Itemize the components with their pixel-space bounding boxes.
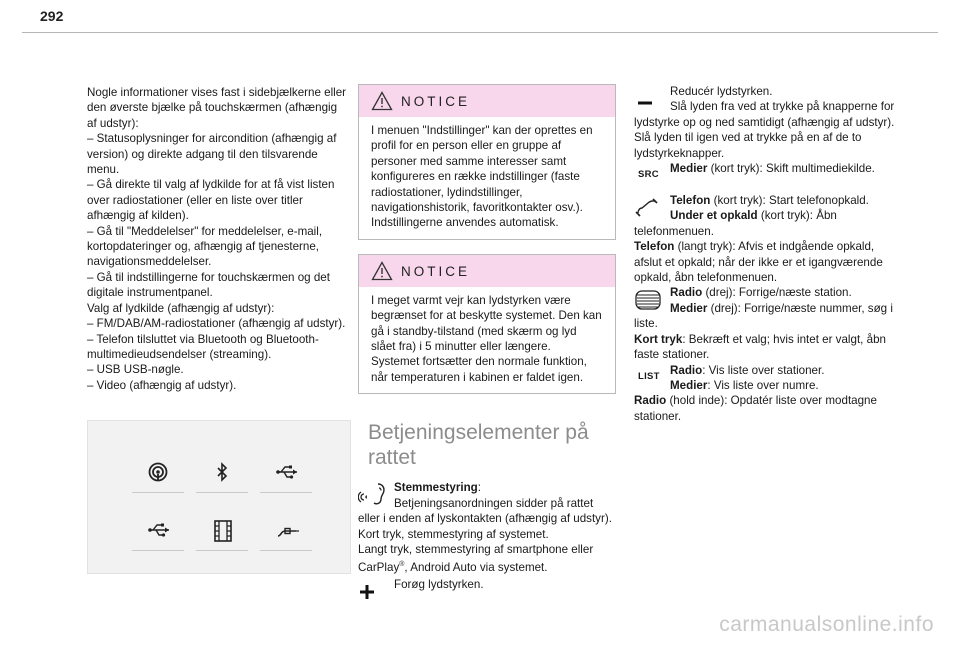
thumbwheel-text: (drej): Forrige/næste station. [702, 286, 852, 300]
notice-body [359, 287, 615, 393]
thumbwheel-text: : Bekræft et valg; hvis intet er valgt, åbn faste stationer. [634, 332, 886, 362]
list-item: – Video (afhængig af udstyr). [87, 378, 237, 392]
plus-icon [358, 577, 392, 603]
page-number: 292 [40, 8, 64, 24]
column-right [634, 84, 896, 424]
notice-text: Systemet fortsætter den normale funktion, når temperaturen i kabinen er faldet igen. [371, 355, 587, 384]
list-label: Radio [670, 363, 703, 377]
voice-control-item: Stemmestyring: Betjeningsanordningen sidder på rattet eller i enden af lyskontakten (afhængig af udstyr). Kort tryk, stemmestyring af systemet. Langt tryk, stemmestyring af smartphone eller CarPlay®, Android Auto via systemet. [358, 481, 612, 575]
list-item: – Gå til "Meddelelser" for meddelelser, e-mail, kortopdateringer og, afhængig af tjenesterne, navigationsmeddelelser. [87, 224, 323, 269]
list-text: : Vis liste over numre. [707, 378, 819, 392]
usb-icon [132, 511, 184, 551]
phone-text: (langt tryk): Afvis et indgående opkald, afslut et opkald; når der ikke er et igangværende opkald, åbn telefonmenuen. [634, 240, 883, 285]
thumbwheel-text: (drej): Forrige/næste nummer, søg i liste. [634, 301, 893, 331]
src-text: (kort tryk): Skift multimediekilde. [707, 162, 875, 176]
list-text: (hold inde): Opdatér liste over modtagne stationer. [634, 394, 877, 423]
column-left [87, 85, 349, 393]
list-item: – FM/DAB/AM-radiostationer (afhængig af udstyr). [87, 317, 346, 331]
volume-down-text: Slå lyden til igen ved at trykke på en af de to lydstyrkeknapper. [634, 131, 862, 160]
volume-down-text: Slå lyden fra ved at trykke på knapperne for lydstyrke op og ned samtidigt (afhængig af udstyr). [634, 100, 895, 129]
list-item: – Gå direkte til valg af lydkilde for at få vist listen over radiostationer (eller en liste over titler afhængig af kilden). [87, 178, 335, 223]
voice-control-label: Stemmestyring [394, 481, 478, 495]
voice-control-icon [358, 480, 392, 510]
voice-text: Langt tryk, stemmestyring af smartphone eller CarPlay [358, 542, 594, 575]
video-icon [196, 511, 248, 551]
header-divider [22, 32, 938, 33]
phone-icon [634, 193, 668, 223]
phone-label: Telefon [670, 194, 711, 208]
voice-text: Kort tryk, stemmestyring af systemet. [358, 527, 549, 541]
source-icons-illustration [87, 420, 351, 574]
bluetooth-icon [196, 453, 248, 493]
notice-box [358, 84, 616, 240]
list-item-button [634, 363, 896, 425]
paragraph: Nogle informationer vises fast i sidebjælkerne eller den øverste bjælke på touchskærmen (afhængig af udstyr): [87, 86, 347, 130]
volume-up-text: Forøg lydstyrken. [394, 577, 484, 591]
list-item: – Telefon tilsluttet via Bluetooth og Bluetooth-multimedieudsendelser (streaming). [87, 332, 319, 361]
registered-mark: ® [399, 561, 405, 569]
notice-header [359, 255, 615, 287]
list-label: Medier [670, 378, 708, 392]
src-label: Medier [670, 162, 708, 176]
thumbwheel-label: Radio [670, 286, 703, 300]
minus-icon [634, 84, 668, 114]
phone-item [634, 193, 896, 285]
thumbwheel-item [634, 285, 896, 362]
list-item: – Statusoplysninger for aircondition (afhængig af version) og direkte adgang til den tilsvarende menu. [87, 132, 337, 177]
thumbwheel-label: Kort tryk [634, 332, 683, 346]
warning-icon [371, 261, 393, 281]
column-middle [358, 84, 616, 603]
list-item: – USB USB-nøgle. [87, 363, 184, 377]
thumbwheel-icon [634, 285, 668, 315]
warning-icon [371, 91, 393, 111]
radio-icon [132, 453, 184, 493]
thumbwheel-label: Medier [670, 301, 708, 315]
usb-icon [260, 453, 312, 493]
paragraph: Valg af lydkilde (afhængig af udstyr): [87, 301, 275, 315]
phone-text: (kort tryk): Åbn telefonmenuen. [634, 209, 837, 238]
aux-cable-icon [260, 511, 312, 551]
src-item [634, 161, 896, 191]
volume-up-item [358, 577, 616, 603]
notice-title: NOTICE [401, 263, 471, 279]
phone-label: Telefon [634, 240, 675, 254]
phone-label: Under et opkald [670, 209, 758, 223]
phone-text: (kort tryk): Start telefonopkald. [710, 194, 869, 208]
src-button-icon: SRC [638, 169, 659, 181]
volume-down-item [634, 84, 896, 161]
notice-body: I menuen "Indstillinger" kan der oprettes en profil for en person eller en gruppe af personer med samme interesser samt konfigureres en række indstillinger (faste radiostationer, lydindstillinger, navigationshistorik, favoritkontakter osv.). Indstillingerne anvendes automatisk. [371, 124, 593, 230]
list-button-icon: LIST [638, 370, 660, 382]
section-title: Betjeningselementer på rattet [368, 421, 589, 470]
list-item: – Gå til indstillingerne for touchskærmen og det digitale instrumentpanel. [87, 270, 330, 300]
list-label: Radio [634, 394, 667, 408]
list-text: : Vis liste over stationer. [702, 363, 825, 377]
voice-text: , Android Auto via systemet. [404, 561, 548, 575]
notice-title: NOTICE [401, 94, 471, 109]
voice-text: Betjeningsanordningen sidder på rattet eller i enden af lyskontakten (afhængig af udstyr). [358, 496, 612, 526]
notice-text: I meget varmt vejr kan lydstyrken være begrænset for at beskytte systemet. Den kan gå i standby-tilstand (med skærm og lyd slået fra) i 5 minutter eller længere. [371, 293, 602, 354]
notice-header [359, 85, 615, 117]
notice-box [358, 254, 616, 394]
watermark: carmanualsonline.info [719, 613, 934, 636]
volume-down-text: Reducér lydstyrken. [670, 85, 773, 98]
